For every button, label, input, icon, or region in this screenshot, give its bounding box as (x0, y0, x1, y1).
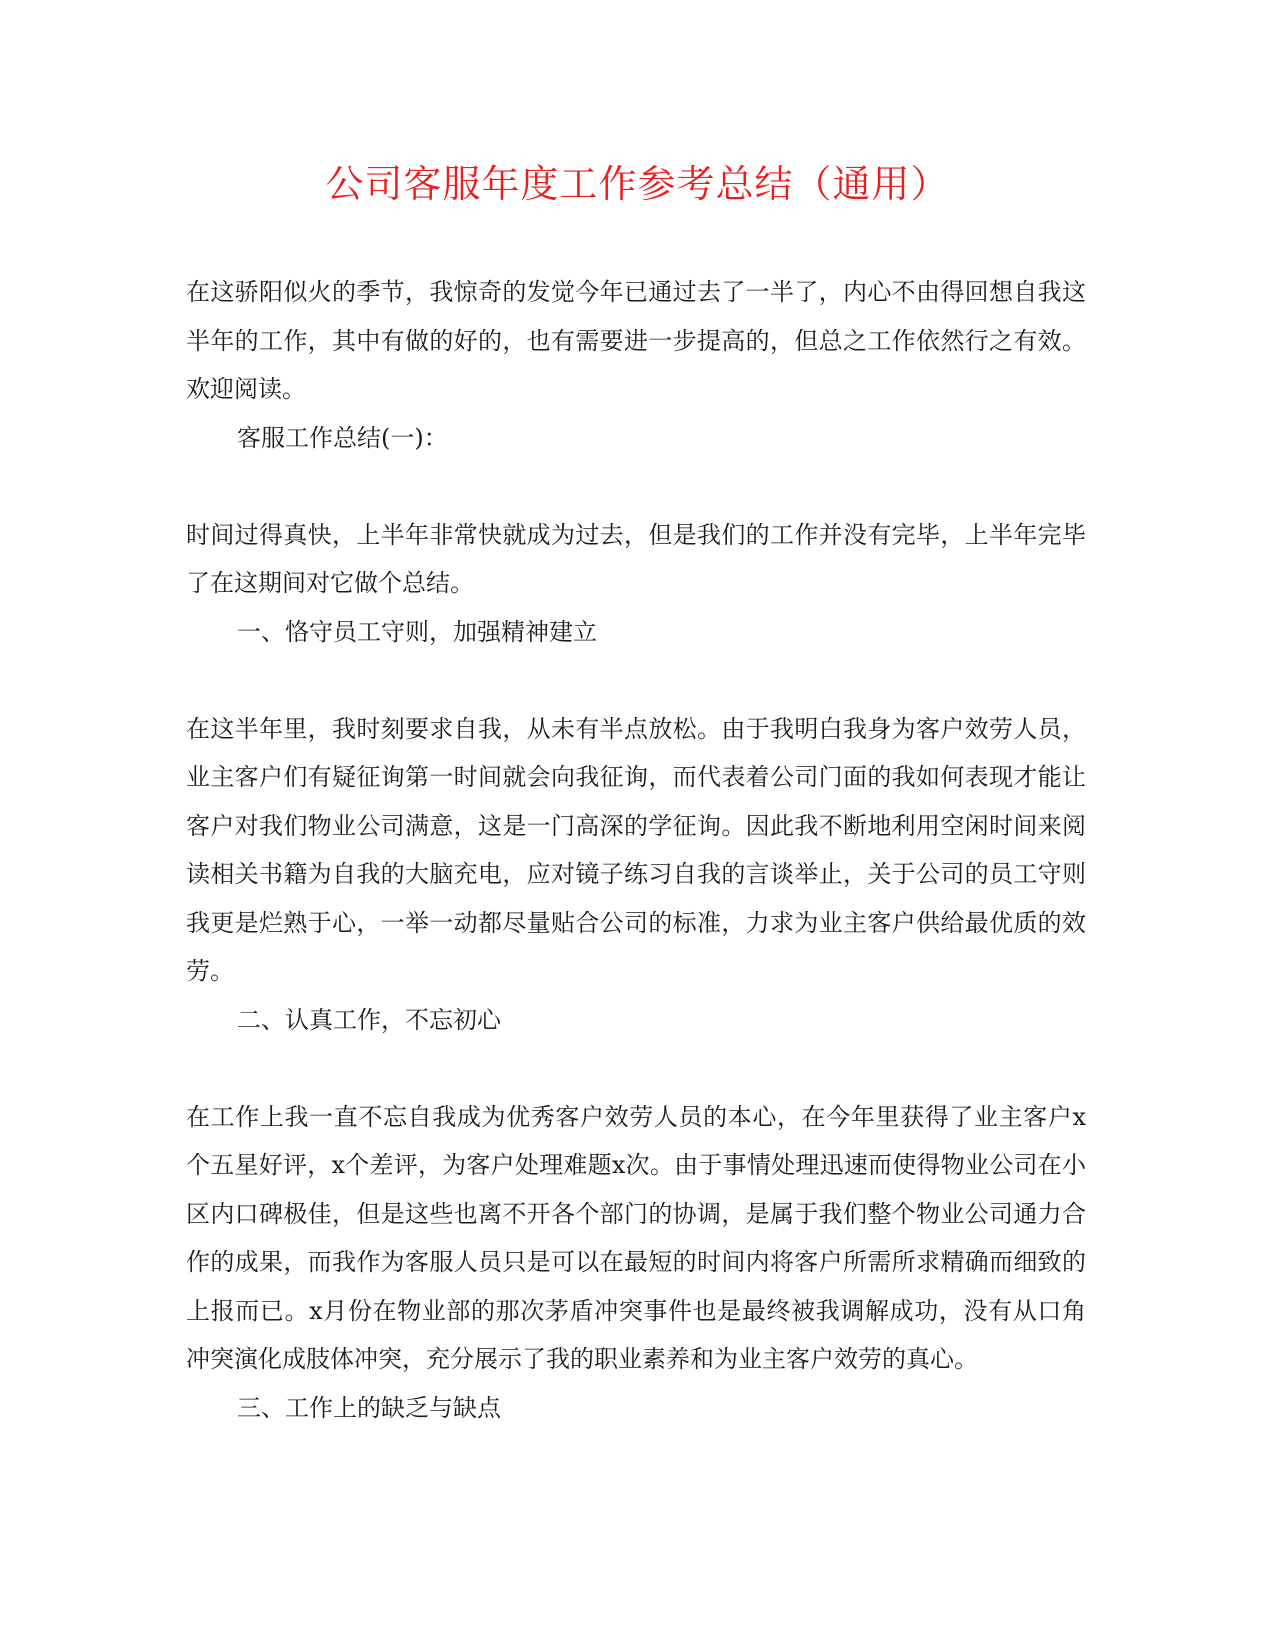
heading-1: 一、恪守员工守则，加强精神建立 (237, 617, 597, 646)
document-body (186, 268, 1086, 1432)
document-title: 公司客服年度工作参考总结（通用） (325, 162, 950, 206)
paragraph-3: 在工作上我一直不忘自我成为优秀客户效劳人员的本心，在今年里获得了业主客户x个五星好评，x个差评，为客户处理难题x次。由于事情处理迅速而使得物业公司在小区内口碑极佳，但是这些也离不开各个部门的协调，是属于我们整个物业公司通力合作的成果，而我作为客服人员只是可以在最短的时间内将客户所需所求精确而细致的上报而已。x月份在物业部的那次茅盾冲突事件也是最终被我调解成功，没有从口角冲突演化成肢体冲突，充分展示了我的职业素养和为业主客户效劳的真心。 (186, 1102, 1086, 1373)
intro-paragraph: 在这骄阳似火的季节，我惊奇的发觉今年已通过去了一半了，内心不由得回想自我这半年的工作，其中有做的好的，也有需要进一步提高的，但总之工作依然行之有效。欢迎阅读。 (186, 278, 1086, 403)
paragraph-2: 在这半年里，我时刻要求自我，从未有半点放松。由于我明白我身为客户效劳人员，业主客户们有疑征询第一时间就会向我征询，而代表着公司门面的我如何表现才能让客户对我们物业公司满意，这是一门高深的学征询。因此我不断地利用空闲时间来阅读相关书籍为自我的大脑充电，应对镜子练习自我的言谈举止，关于公司的员工守则我更是烂熟于心，一举一动都尽量贴合公司的标准，力求为业主客户供给最优质的效劳。 (186, 714, 1086, 985)
heading-3: 三、工作上的缺乏与缺点 (237, 1393, 501, 1422)
section-label: 客服工作总结(一)： (237, 423, 448, 452)
heading-2: 二、认真工作，不忘初心 (237, 1005, 501, 1034)
paragraph-1: 时间过得真快，上半年非常快就成为过去，但是我们的工作并没有完毕，上半年完毕了在这期间对它做个总结。 (186, 520, 1086, 597)
